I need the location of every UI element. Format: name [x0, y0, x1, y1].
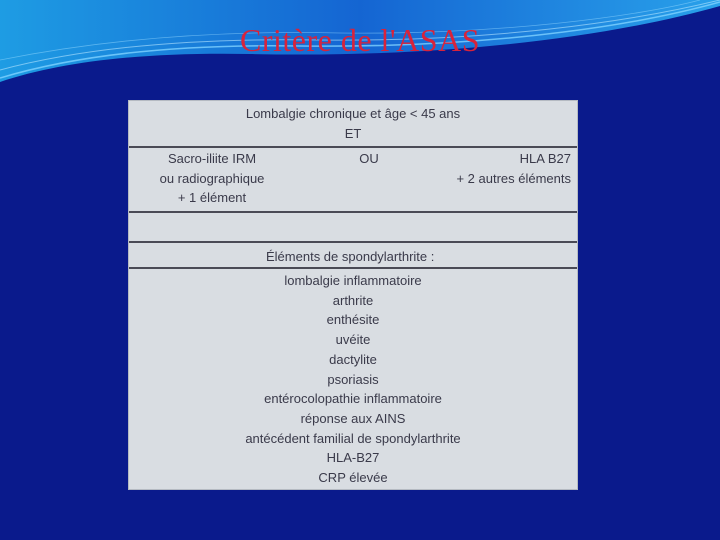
list-item: dactylite [329, 351, 377, 367]
imaging-arm-line-3: + 1 élément [177, 190, 247, 206]
list-item: CRP élevée [318, 470, 388, 486]
table-header [129, 104, 577, 143]
slide-title: Critère de l'ASAS [239, 22, 480, 58]
divider [129, 241, 577, 243]
header-line-1: Lombalgie chronique et âge < 45 ans [245, 106, 461, 121]
divider [129, 211, 577, 213]
imaging-arm-line-2: ou radiographique [159, 170, 265, 186]
section-heading: Éléments de spondylarthrite : [266, 249, 435, 264]
divider [129, 267, 577, 269]
spondyloarthritis-elements-list [129, 271, 577, 488]
list-item: HLA-B27 [326, 450, 380, 466]
list-item: arthrite [332, 292, 374, 308]
list-item: enthésite [326, 312, 380, 328]
list-item: entérocolopathie inflammatoire [264, 391, 442, 407]
asas-criteria-table [128, 100, 578, 490]
list-item: réponse aux AINS [300, 410, 406, 426]
clinical-arm [429, 149, 571, 188]
imaging-arm [147, 149, 277, 208]
list-item: uvéite [335, 332, 371, 348]
clinical-arm-line-2: + 2 autres éléments [456, 170, 571, 186]
list-item: lombalgie inflammatoire [284, 273, 422, 288]
divider [129, 146, 577, 148]
clinical-arm-line-1: HLA B27 [519, 151, 571, 166]
imaging-arm-line-1: Sacro-iliite IRM [167, 151, 257, 166]
header-line-2: ET [344, 125, 362, 141]
or-label: OU [359, 151, 379, 166]
list-item: antécédent familial de spondylarthrite [245, 430, 461, 446]
list-item: psoriasis [327, 371, 379, 387]
